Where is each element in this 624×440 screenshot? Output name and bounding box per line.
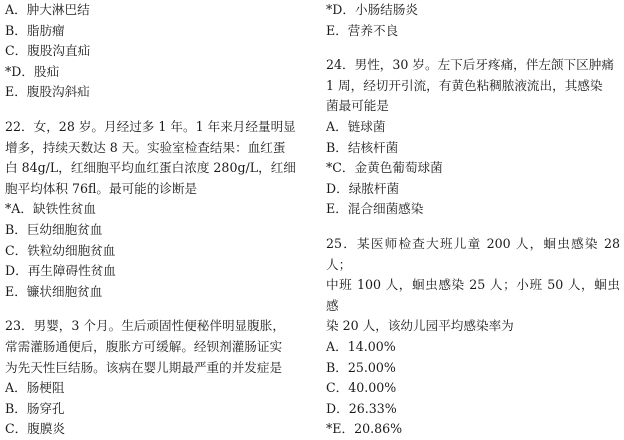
option-24-b: B．结核杆菌 xyxy=(326,139,399,155)
option-25-a: A．14.00% xyxy=(326,338,396,354)
option-21-e: E．腹股沟斜疝 xyxy=(5,84,90,100)
option-23-c: C．腹膜炎 xyxy=(5,421,66,437)
question-22-stem-line-1: 22．女，28 岁。月经过多 1 年。1 年来月经量明显 xyxy=(5,118,296,134)
question-25-stem-line-1: 25．某医师检查大班儿童 200 人，蛔虫感染 28 人； xyxy=(326,235,620,272)
option-24-a: A．链球菌 xyxy=(326,118,386,134)
question-22-stem-line-3: 白 84g/L，红细胞平均血红蛋白浓度 280g/L，红细 xyxy=(5,160,296,176)
option-24-c-correct: *C．金黄色葡萄球菌 xyxy=(326,160,443,176)
option-22-b: B．巨幼细胞贫血 xyxy=(5,221,103,237)
question-23-stem-line-2: 常需灌肠通便后，腹胀方可缓解。经钡剂灌肠证实 xyxy=(5,338,283,354)
option-25-d: D．26.33% xyxy=(326,400,397,416)
option-22-a-correct: *A．缺铁性贫血 xyxy=(5,201,96,217)
question-22 xyxy=(5,117,305,302)
question-23-stem-line-1: 23．男婴，3 个月。生后顽固性便秘伴明显腹胀， xyxy=(5,318,285,334)
option-24-e: E．混合细菌感染 xyxy=(326,201,424,217)
question-23-continued-options xyxy=(326,0,620,41)
question-23-stem-line-3: 为先天性巨结肠。该病在婴儿期最严重的并发症是 xyxy=(5,359,283,375)
left-column xyxy=(5,0,305,440)
option-23-b: B．肠穿孔 xyxy=(5,400,65,416)
question-24-stem-line-1: 24．男性，30 岁。左下后牙疼痛，伴左颌下区肿痛 xyxy=(326,57,614,73)
option-24-d: D．绿脓杆菌 xyxy=(326,180,400,196)
question-25 xyxy=(326,234,620,440)
question-22-stem-line-4: 胞平均体积 76fl。最可能的诊断是 xyxy=(5,180,198,196)
option-25-c: C．40.00% xyxy=(326,380,397,396)
option-21-b: B．脂肪瘤 xyxy=(5,22,65,38)
option-21-a: A．肿大淋巴结 xyxy=(5,2,90,17)
option-25-b: B．25.00% xyxy=(326,359,396,375)
option-23-e: E．营养不良 xyxy=(326,22,399,38)
right-column xyxy=(326,0,620,440)
question-25-stem-line-3: 染 20 人，该幼儿园平均感染率为 xyxy=(326,318,514,334)
question-24-stem-line-3: 菌最可能是 xyxy=(326,98,389,114)
option-21-c: C．腹股沟直疝 xyxy=(5,43,91,59)
option-21-d-correct: *D．股疝 xyxy=(5,63,60,79)
question-22-stem-line-2: 增多，持续天数达 8 天。实验室检查结果：血红蛋 xyxy=(5,139,286,155)
option-22-d: D．再生障碍性贫血 xyxy=(5,263,116,279)
option-23-a: A．肠梗阻 xyxy=(5,380,65,396)
option-23-d-correct: *D．小肠结肠炎 xyxy=(326,2,418,17)
question-25-stem-line-2: 中班 100 人，蛔虫感染 25 人；小班 50 人，蛔虫感 xyxy=(326,277,620,313)
question-24 xyxy=(326,55,620,220)
question-24-stem-line-2: 1 周，经切开引流，有黄色粘稠脓液流出，其感染 xyxy=(326,77,603,93)
option-22-e: E．镰状细胞贫血 xyxy=(5,283,103,299)
question-21-options xyxy=(5,0,305,103)
question-23 xyxy=(5,316,305,440)
option-25-e-correct: *E．20.86% xyxy=(326,421,403,437)
option-22-c: C．铁粒幼细胞贫血 xyxy=(5,242,116,258)
